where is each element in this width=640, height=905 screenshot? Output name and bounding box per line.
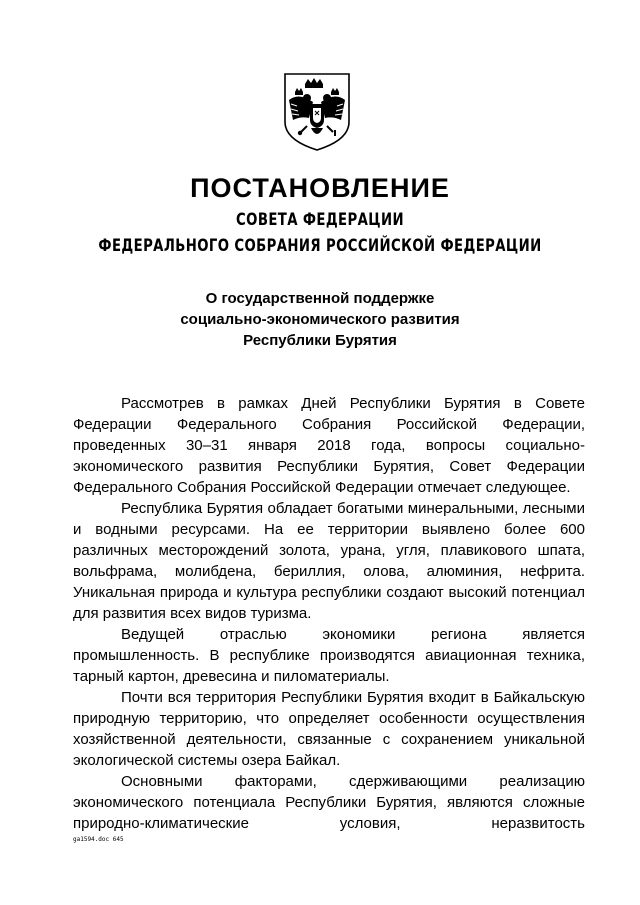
issuer-line-1: СОВЕТА ФЕДЕРАЦИИ [236, 210, 404, 230]
paragraph: Рассмотрев в рамках Дней Республики Бурятия в Совете Федерации Федерального Собрания Российской Федерации, проведенных 30–31 января 2018 года, вопросы социально-экономического развития Республики Бурятия, Совет Федерации Федерального Собрания Российской Федерации отмечает следующее. [73, 395, 585, 496]
document-title [0, 288, 640, 351]
document-title-line-3: Республики Бурятия [243, 332, 397, 349]
document-type-heading: ПОСТАНОВЛЕНИЕ [190, 173, 450, 203]
issuer-line-2: ФЕДЕРАЛЬНОГО СОБРАНИЯ РОССИЙСКОЙ ФЕДЕРАЦИИ [98, 236, 542, 256]
document-title-line-1: О государственной поддержке [205, 290, 435, 307]
document-title-line-2: социально-экономического развития [180, 311, 460, 328]
paragraph: Республика Бурятия обладает богатыми минеральными, лесными и водными ресурсами. На ее территории выявлено более 600 различных месторождений золота, урана, угля, плавикового шпата, вольфрама, молибдена, бериллия, олова, алюминия, нефрита. Уникальная природа и культура республики создают высокий потенциал для развития всех видов туризма. [73, 500, 585, 622]
paragraph: Почти вся территория Республики Бурятия входит в Байкальскую природную территорию, что определяет особенности осуществления хозяйственной деятельности, связанные с сохранением уникальной экологической системы озера Байкал. [73, 689, 585, 769]
file-code: ga1594.doc 645 [73, 836, 124, 843]
paragraph: Основными факторами, сдерживающими реализацию экономического потенциала Республики Бурятия, являются сложные природно-климатические условия, неразвитость [73, 773, 585, 832]
document-body [73, 393, 585, 834]
paragraph: Ведущей отраслью экономики региона является промышленность. В республике производятся авиационная техника, тарный картон, древесина и пиломатериалы. [73, 626, 585, 685]
russian-coat-of-arms-icon [279, 70, 355, 152]
